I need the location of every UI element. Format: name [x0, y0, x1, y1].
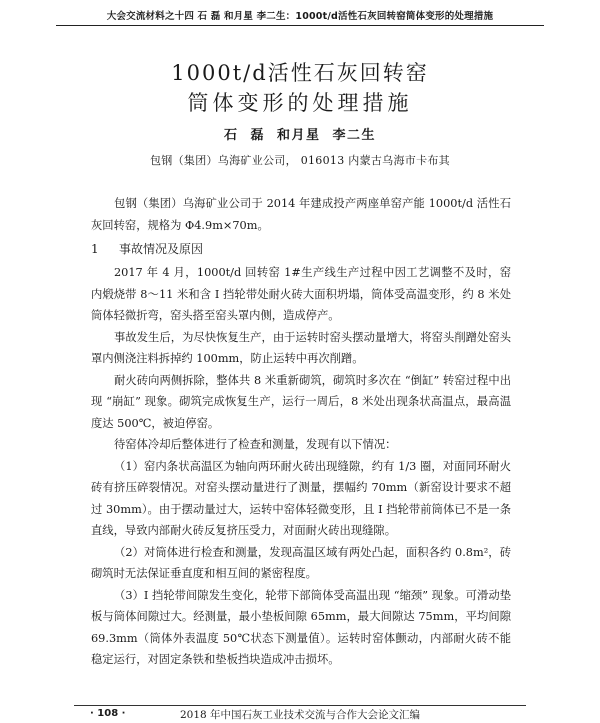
header-rule — [56, 25, 544, 26]
page-number: · 108 · — [90, 708, 126, 719]
footer-rule — [74, 705, 526, 706]
paragraph: （3）I 挡轮带间隙发生变化，轮带下部筒体受高温出现 “缩颈” 现象。可滑动垫板与筒体间隙过大。经测量，最小垫板间隙 65mm，最大间隙达 75mm，平均间隙 69.3mm（筒体外表温度 50℃状态下测量值）。运转时窑体颤动，内部耐火砖不能稳定运行，对固定条铁和垫板挡块造成冲击损坏。 — [91, 588, 511, 666]
paragraph: （1）窑内条状高温区为轴向两环耐火砖出现缝隙，约有 1/3 圈，对面同环耐火砖有挤压碎裂情况。对窑头摆动量进行了测量，摆幅约 70mm（新窑设计要求不超过 30mm）。由于摆动量过大，运转中窑体轻微变形，且 I 挡轮带前筒体已不是一条直线，导致内部耐火砖反复挤压受力，对面耐火砖出现缝隙。 — [91, 459, 511, 537]
title-line-2: 筒体变形的处理措施 — [187, 91, 413, 115]
paragraph: 事故发生后，为尽快恢复生产，由于运转时窑头摆动量增大，将窑头削蹭处窑头罩内侧浇注料拆掉约 100mm，防止运转中再次削蹭。 — [91, 330, 511, 365]
paragraph: 2017 年 4 月，1000t/d 回转窑 1#生产线生产过程中因工艺调整不及时，窑内煅烧带 8～11 米和含 I 挡轮带处耐火砖大面积坍塌，筒体受高温变形，约 8 米处筒体轻微折弯，窑头搭至窑头罩内侧，造成停产。 — [91, 266, 511, 322]
footer-title: 2018 年中国石灰工业技术交流与合作大会论文汇编 — [179, 709, 421, 721]
section-number: 1 — [91, 242, 99, 256]
title-line-1: 1000t/d活性石灰回转窑 — [171, 61, 429, 85]
paragraph: 耐火砖向两侧拆除，整体共 8 米重新砌筑，砌筑时多次在 “倒缸” 转窑过程中出现 “崩缸” 现象。砌筑完成恢复生产，运行一周后，8 米处出现条状高温点，最高温度达 500℃，被迫停窑。 — [91, 373, 511, 430]
section-heading — [91, 236, 511, 262]
author-list: 石 磊 和月星 李二生 — [223, 128, 377, 143]
intro-paragraph: 包钢（集团）乌海矿业公司于 2014 年建成投产两座单窑产能 1000t/d 活性石灰回转窑，规格为 Φ4.9m×70m。 — [91, 197, 511, 232]
paragraph: （2）对筒体进行检查和测量，发现高温区域有两处凸起，面积各约 0.8m²，砖砌筑时无法保证垂直度和相互间的紧密程度。 — [91, 545, 511, 580]
author-affiliation: 包钢（集团）乌海矿业公司， 016013 内蒙古乌海市卡布其 — [150, 154, 450, 167]
paragraph: 待窑体冷却后整体进行了检查和测量，发现有以下情况： — [114, 438, 397, 451]
section-title: 事故情况及原因 — [119, 242, 204, 256]
running-head: 大会交流材料之十四 石 磊 和月星 李二生：1000t/d活性石灰回转窑筒体变形的处理措施 — [106, 11, 494, 22]
article-body — [91, 193, 511, 671]
